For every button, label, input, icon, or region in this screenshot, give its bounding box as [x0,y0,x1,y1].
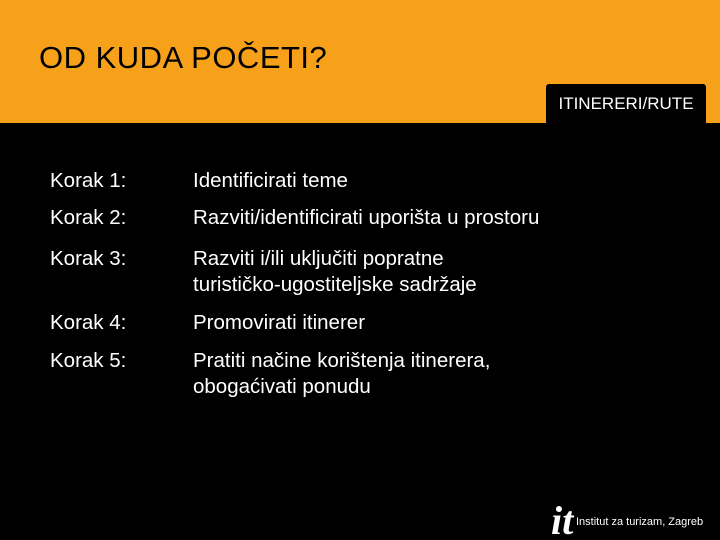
step-text-continued: turističko-ugostiteljske sadržaje [193,273,477,296]
step-text: Razviti i/ili uključiti popratne [193,247,444,270]
institute-logo-text: it [551,498,574,540]
step-text: Razviti/identificirati uporišta u prostoru [193,206,540,229]
section-tag [546,84,706,124]
section-tag-label: ITINERERI/RUTE [558,94,694,113]
step-label: Korak 3: [50,247,127,270]
step-text: Promovirati itinerer [193,311,366,334]
institute-name-text: Institut za turizam, Zagreb [576,516,704,528]
step-label: Korak 5: [50,349,127,372]
step-text: Identificirati teme [193,169,348,192]
step-label: Korak 4: [50,311,127,334]
step-label: Korak 1: [50,169,127,192]
institute-name [576,516,703,528]
step-text-continued: obogaćivati ponudu [193,375,371,398]
step-label: Korak 2: [50,206,127,229]
page-title: OD KUDA POČETI? [39,40,328,75]
step-text: Pratiti načine korištenja itinerera, [193,349,491,372]
